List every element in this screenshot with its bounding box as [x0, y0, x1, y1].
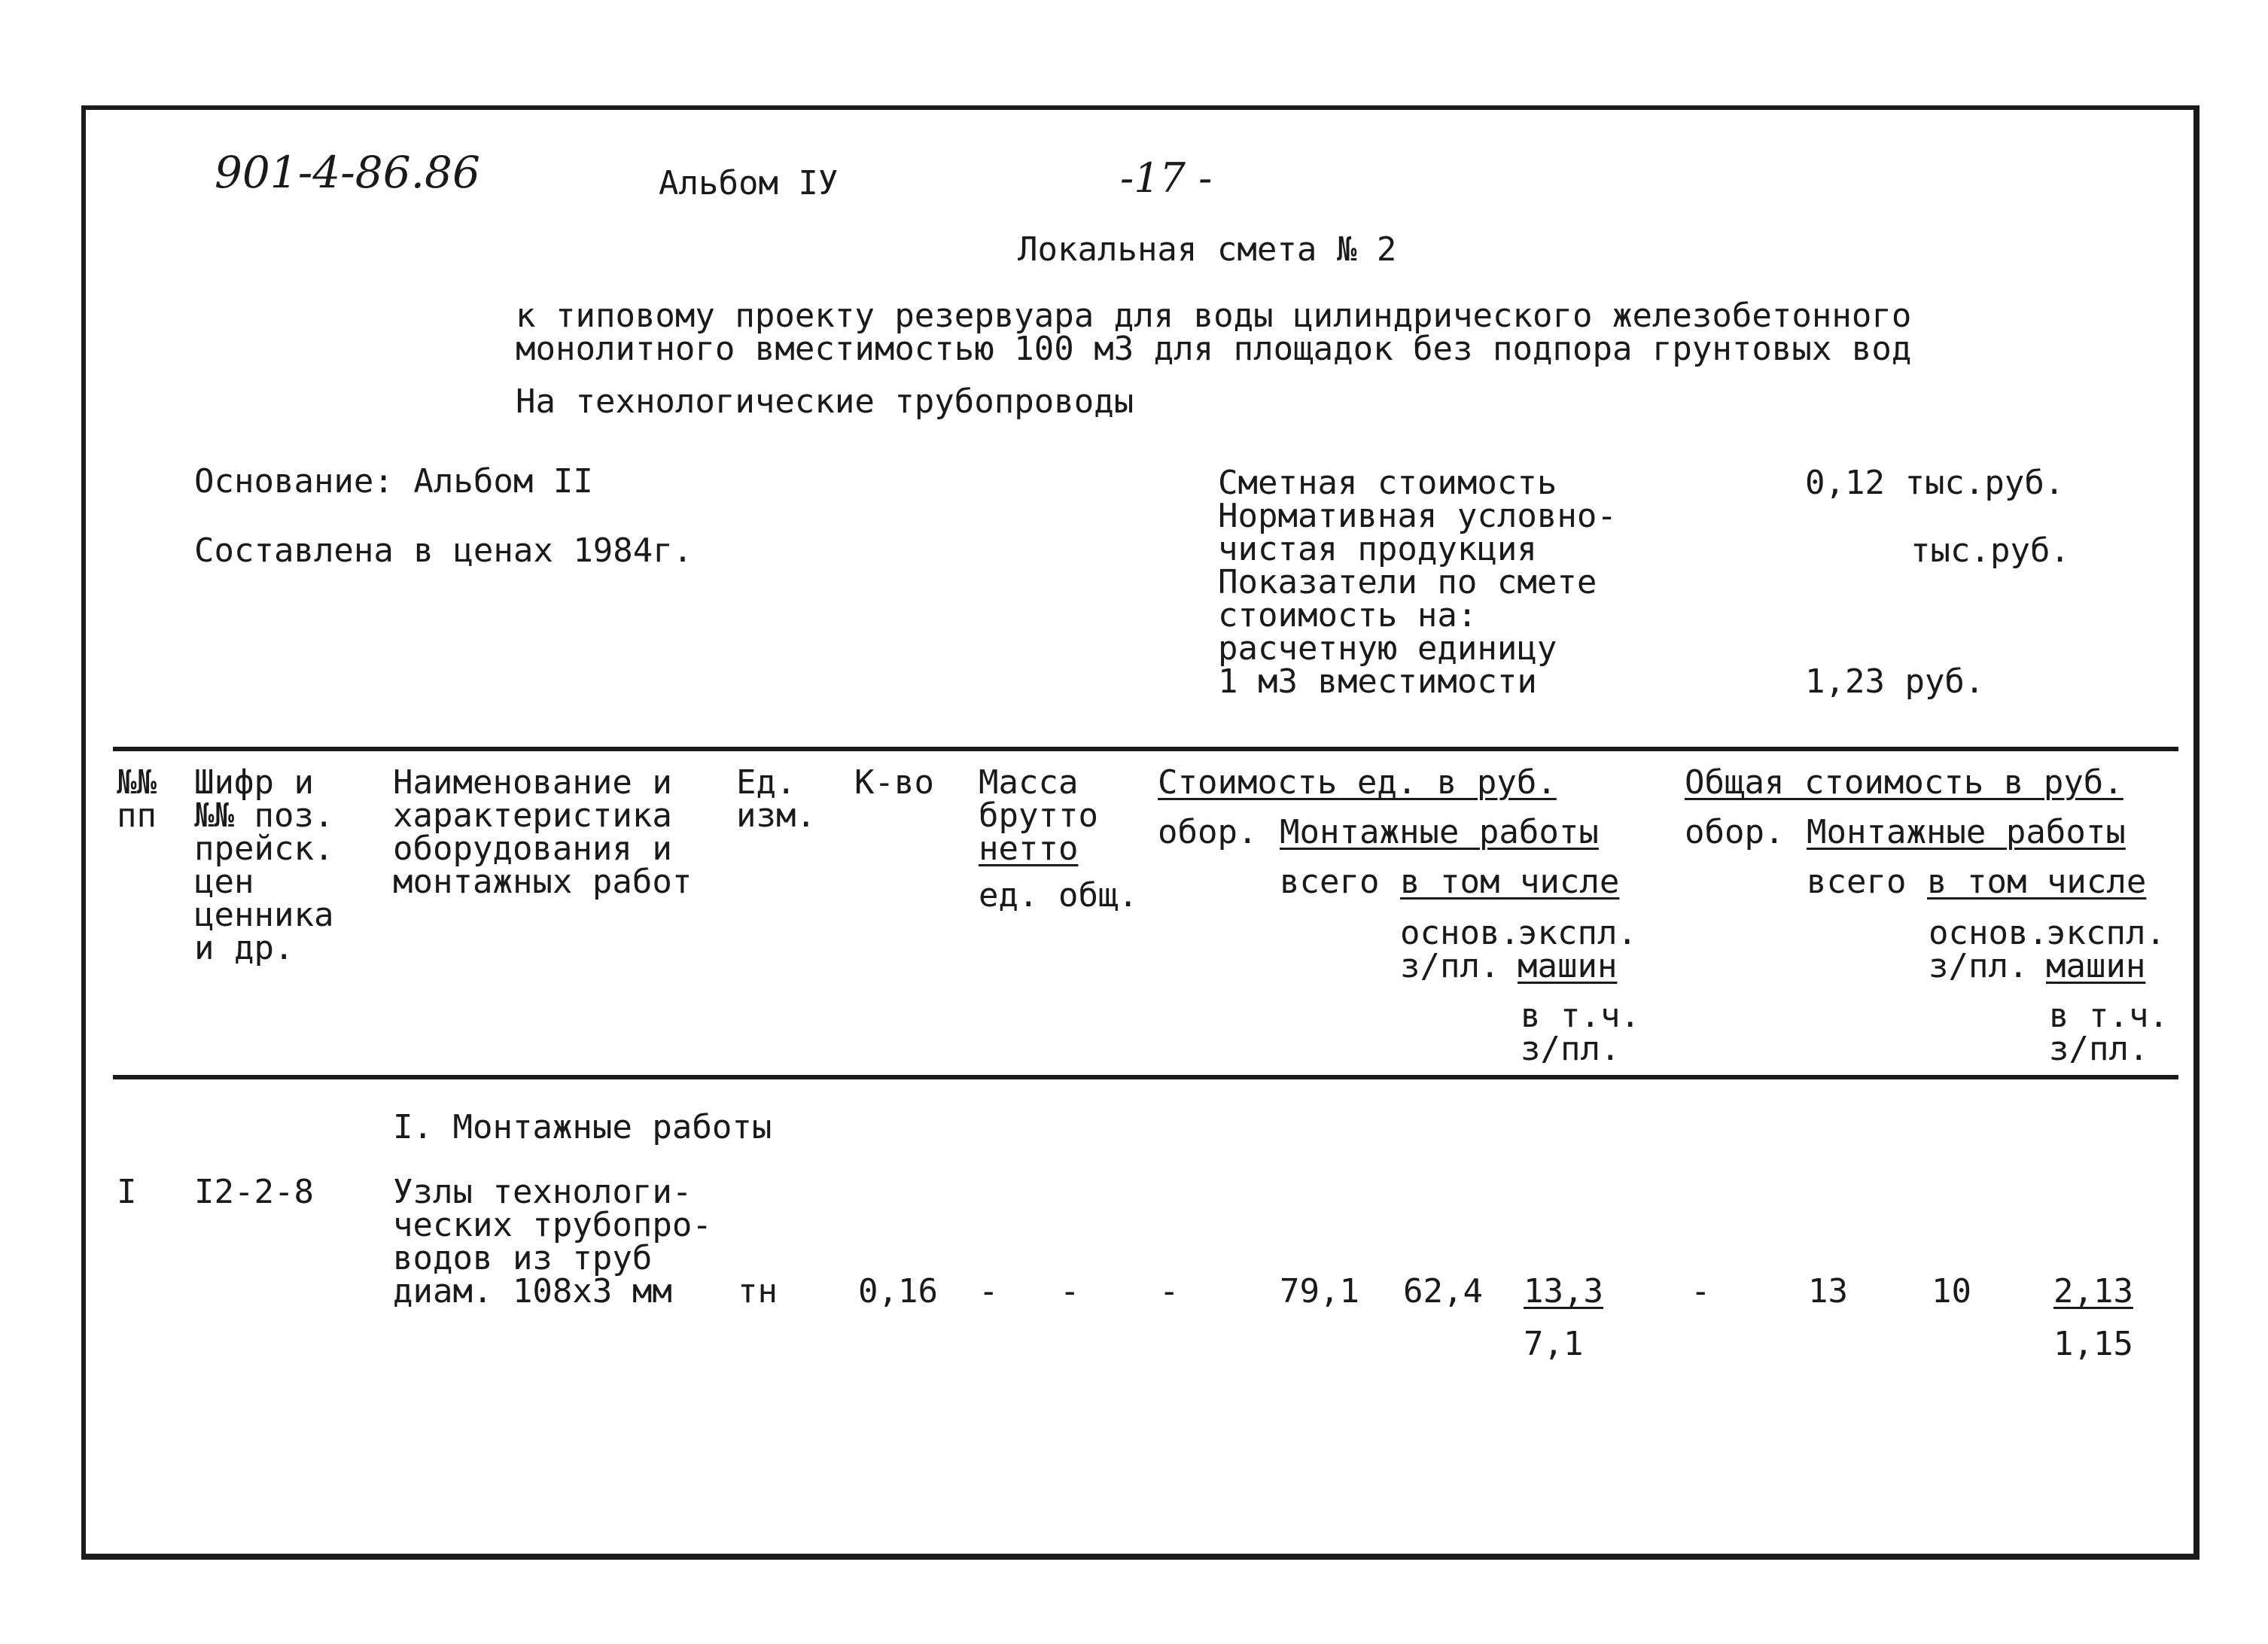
row-num: I	[117, 1173, 137, 1211]
subject-line-2: монолитного вместимостью 100 м3 для площадок без подпора грунтовых вод	[516, 330, 1912, 368]
album-label: Альбом IУ	[659, 164, 839, 202]
estimate-cost-label: Сметная стоимость Нормативная условно- чистая продукция Показатели по смете стоимость на: расчетную единицу 1 м3 вместимости	[1218, 464, 1617, 701]
header-mass: Масса брутто нетто ед. общ.	[979, 763, 1138, 915]
document-title: Локальная смета № 2	[1018, 230, 1397, 269]
header-unit: Ед. изм.	[736, 763, 816, 835]
header-num: №№ пп	[117, 763, 157, 835]
row-unit-equip: -	[1159, 1272, 1180, 1311]
row-total-equip: -	[1691, 1272, 1711, 1311]
header-unit-incl: в том числе	[1400, 863, 1620, 901]
header-code: Шифр и №№ поз. прейск. цен ценника и др.	[194, 763, 334, 967]
header-total-equip: обор.	[1685, 813, 1785, 851]
header-total-install: Монтажные работы	[1807, 813, 2126, 851]
header-unit-machines-wage: в т.ч. з/пл.	[1521, 997, 1640, 1068]
header-total-incl: в том числе	[1927, 863, 2147, 901]
row-unit-machines: 13,3	[1524, 1272, 1603, 1311]
basis-text: Основание: Альбом II	[194, 462, 593, 501]
indicator-value: 1,23 руб.	[1805, 662, 1985, 701]
table-header-rule	[113, 1075, 2178, 1079]
section-title: I. Монтажные работы	[393, 1108, 772, 1146]
document-code: 901-4-86.86	[215, 147, 480, 198]
subject-line-3: На технологические трубопроводы	[516, 382, 1134, 421]
row-total-machines-wage: 1,15	[2053, 1325, 2133, 1363]
header-total-cost: Общая стоимость в руб.	[1685, 763, 2123, 802]
row-name: Узлы технологи- ческих трубопро- водов из труб диам. 108х3 мм	[393, 1173, 712, 1311]
row-qty: 0,16	[858, 1272, 938, 1311]
estimate-cost-value: 0,12 тыс.руб.	[1805, 464, 2065, 502]
header-name: Наименование и характеристика оборудования и монтажных работ	[393, 763, 693, 901]
row-mass-gross: -	[979, 1272, 999, 1311]
page-number: -17 -	[1120, 154, 1213, 202]
header-unit-machines: экспл. машин	[1518, 914, 1637, 985]
header-unit-base-wage: основ. з/пл.	[1400, 914, 1520, 985]
row-total-machines: 2,13	[2053, 1272, 2133, 1311]
row-total-install: 13	[1808, 1272, 1848, 1311]
header-total-all: всего	[1807, 863, 1907, 901]
row-unit-base-wage: 62,4	[1403, 1272, 1483, 1311]
header-unit-all: всего	[1280, 863, 1380, 901]
header-total-machines: экспл. машин	[2046, 914, 2166, 985]
row-total-base-wage: 10	[1932, 1272, 1971, 1311]
header-total-base-wage: основ. з/пл.	[1929, 914, 2048, 985]
header-unit-install: Монтажные работы	[1280, 813, 1599, 851]
header-unit-cost: Стоимость ед. в руб.	[1158, 763, 1557, 802]
header-unit-equip: обор.	[1158, 813, 1258, 851]
prices-text: Составлена в ценах 1984г.	[194, 531, 693, 570]
net-product-value: тыс.руб.	[1910, 531, 2070, 570]
row-mass-net: -	[1060, 1272, 1080, 1311]
table-top-rule	[113, 747, 2178, 751]
subject-line-1: к типовому проекту резервуара для воды цилиндрического железобетонного	[516, 297, 1912, 335]
row-unit-install-total: 79,1	[1280, 1272, 1359, 1311]
row-code: I2-2-8	[194, 1173, 314, 1211]
header-qty: К-во	[854, 763, 934, 802]
row-unit: тн	[738, 1272, 778, 1311]
row-unit-machines-wage: 7,1	[1524, 1325, 1584, 1363]
header-total-machines-wage: в т.ч. з/пл.	[2049, 997, 2169, 1068]
